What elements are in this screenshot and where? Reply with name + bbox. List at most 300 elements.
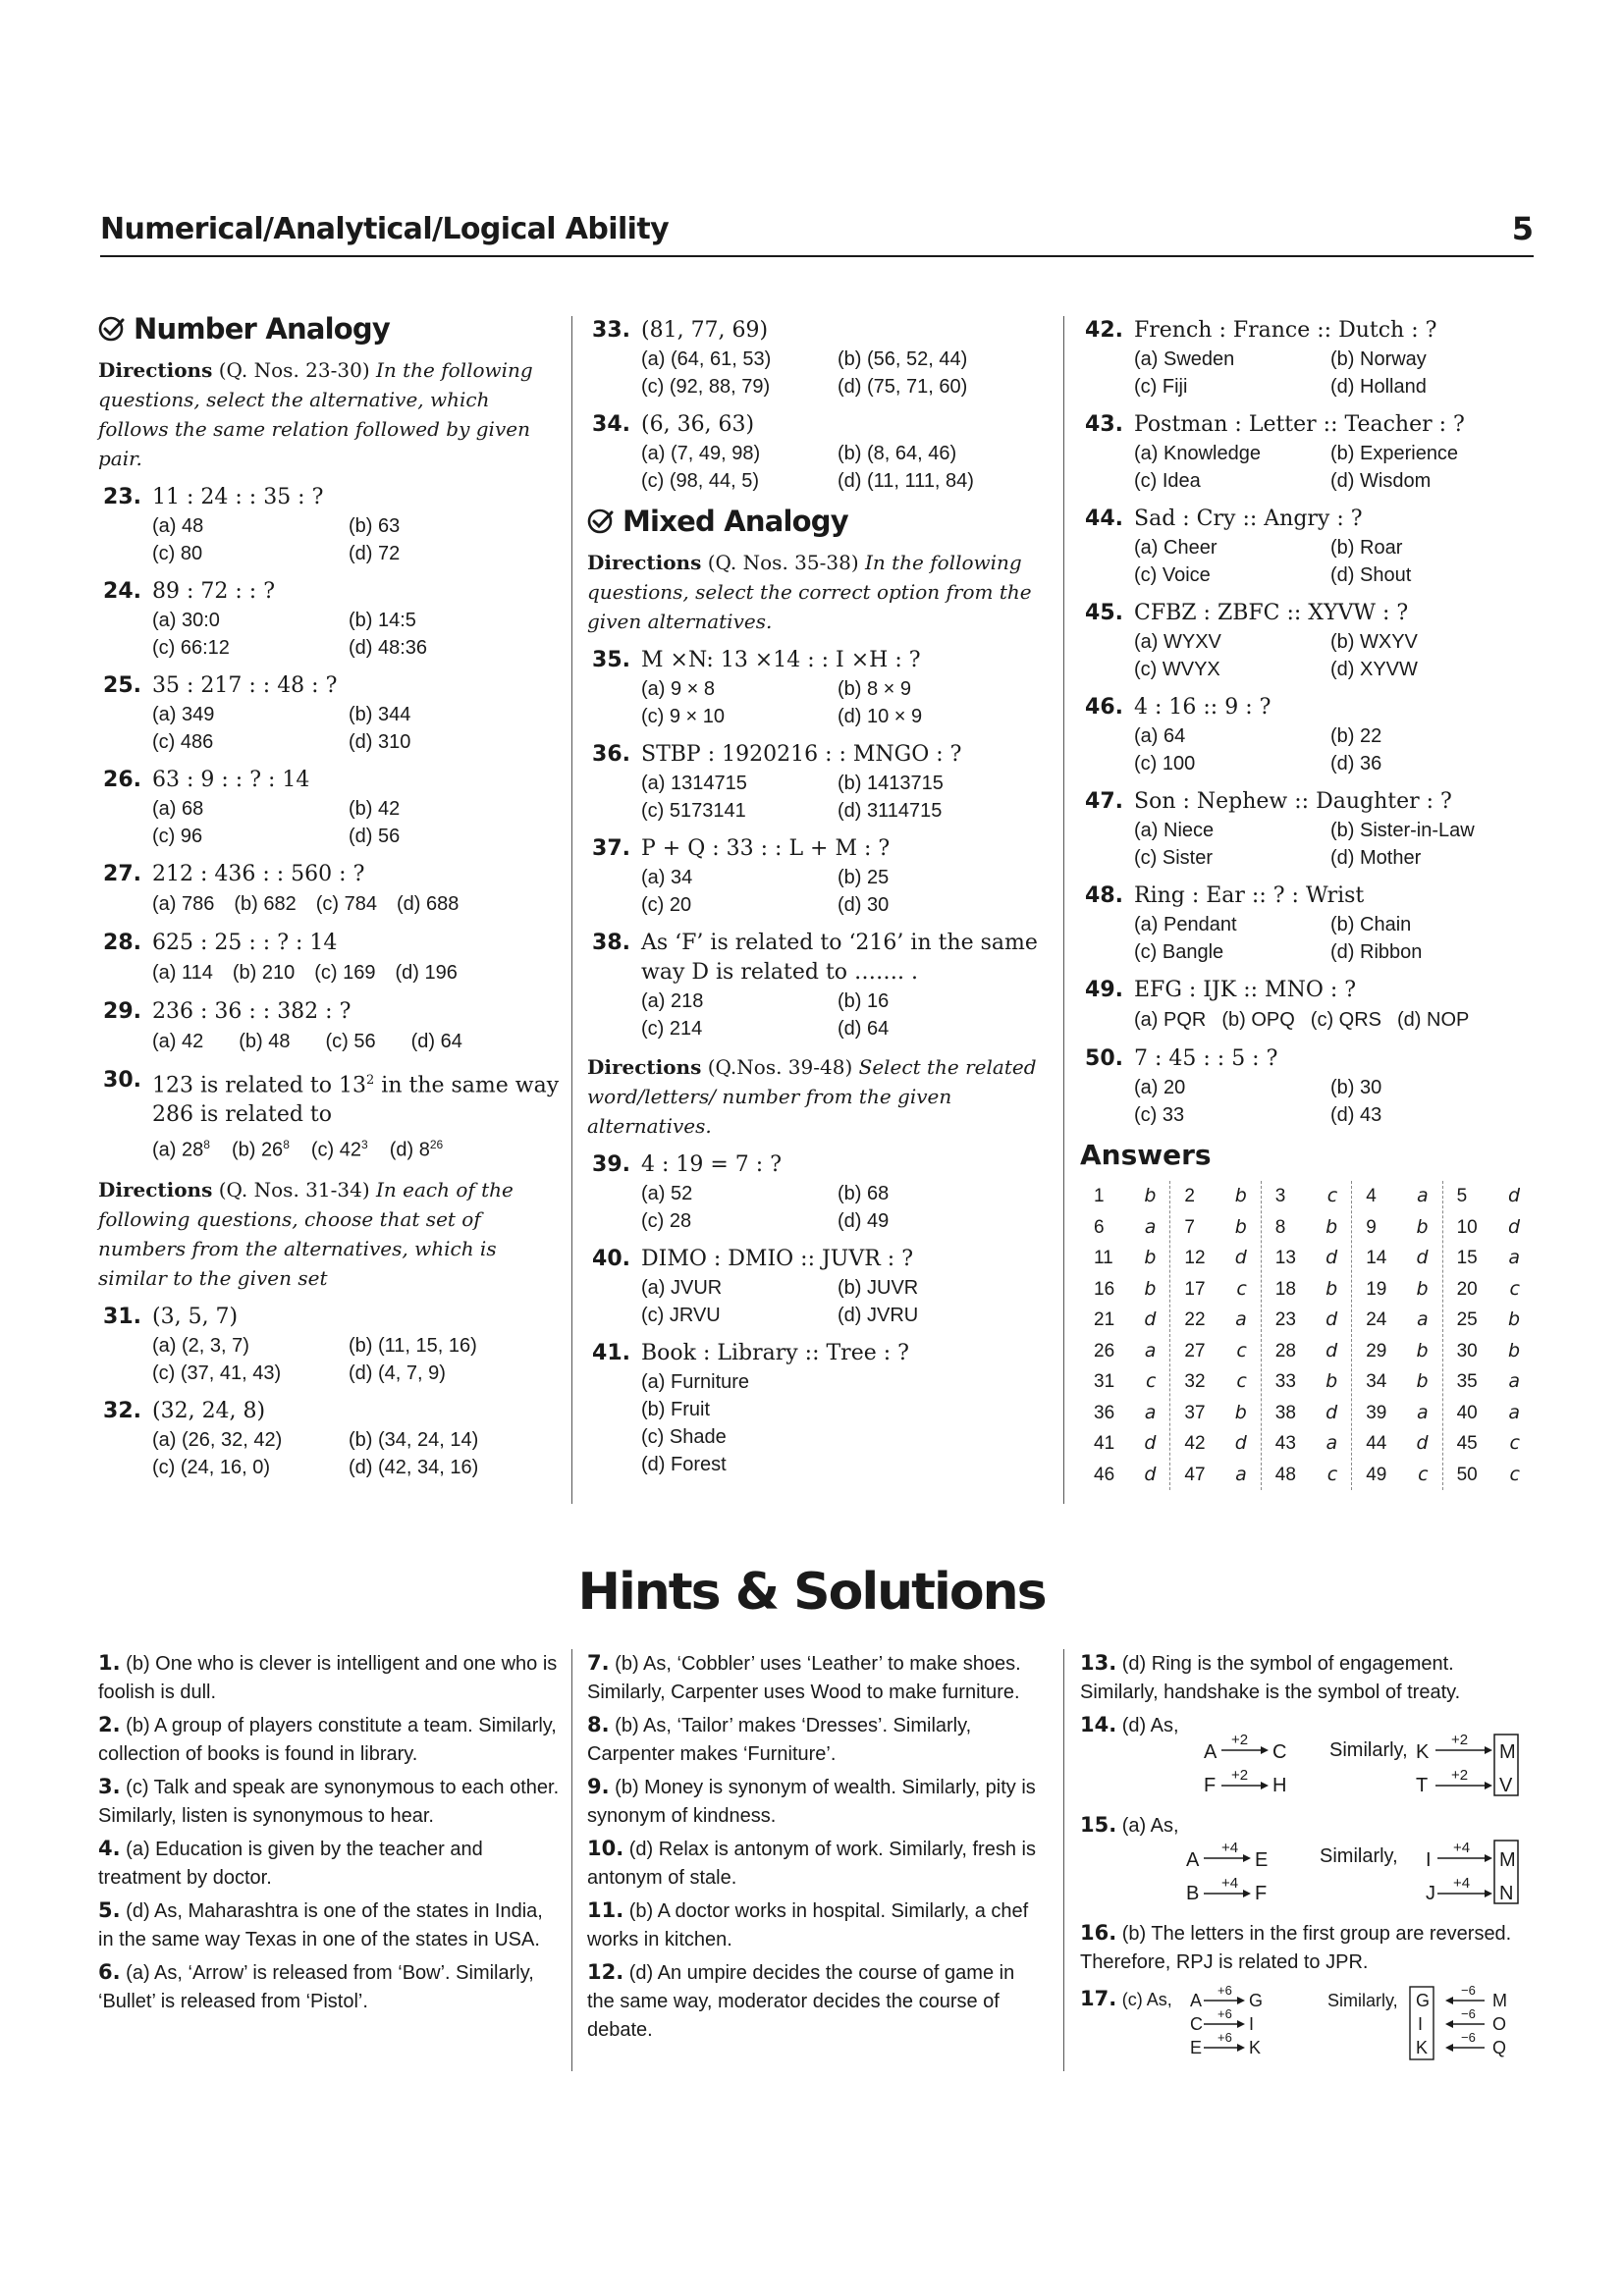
question-text: 11 : 24 : : 35 : ? [152, 485, 324, 509]
option-c: (c) (24, 16, 0) [152, 1456, 271, 1478]
answer-letter: a [1144, 1401, 1157, 1423]
question-number: 23. [103, 485, 141, 509]
diagram-letter: M [1492, 1991, 1507, 2010]
diagram-shift-label: +6 [1217, 2030, 1232, 2045]
diagram-letter: F [1255, 1883, 1268, 1904]
question-text: (81, 77, 69) [641, 318, 769, 343]
answer-letter: c [1326, 1463, 1338, 1485]
diagram-letter: E [1190, 2038, 1203, 2057]
option-b: (b) (56, 52, 44) [838, 348, 968, 370]
option-c: (c) 20 [641, 894, 692, 916]
question-34 [587, 410, 1049, 495]
question-30 [98, 1066, 560, 1165]
answer-letter: a [1508, 1370, 1520, 1392]
answer-letter: a [1325, 1432, 1338, 1454]
directions-ref: (Q.Nos. 39-48) [707, 1055, 853, 1079]
diagram-shift-label: +6 [1217, 2006, 1232, 2021]
diagram-letter: T [1416, 1775, 1429, 1796]
answer-letter: b [1234, 1401, 1247, 1423]
similarly-label: Similarly, [1329, 1739, 1408, 1761]
answer-letter: a [1416, 1401, 1429, 1423]
answer-row [1449, 1212, 1528, 1244]
answer-row [1449, 1398, 1528, 1429]
answer-number: 19 [1366, 1278, 1387, 1300]
answers-column [1352, 1181, 1442, 1490]
option-a: (a) 30:0 [152, 610, 220, 631]
hint-10: 10. (d) Relax is antonym of work. Similarly, fresh is antonym of stale. [587, 1837, 1036, 1889]
answer-letter: c [1236, 1339, 1247, 1362]
answer-row [1358, 1305, 1435, 1336]
answer-letter: c [1509, 1432, 1520, 1454]
answer-letter: d [1234, 1247, 1247, 1268]
question-49 [1080, 976, 1534, 1035]
answer-number: 46 [1094, 1464, 1115, 1485]
answer-number: 42 [1184, 1433, 1206, 1454]
option-b: (b) OPQ [1221, 1009, 1295, 1031]
option-b: (b) 63 [349, 515, 401, 537]
question-number: 33. [592, 318, 630, 343]
answer-row [1449, 1460, 1528, 1491]
answer-number: 14 [1366, 1248, 1387, 1268]
option-d: (d) 49 [838, 1210, 890, 1232]
answer-letter: b [1325, 1370, 1338, 1392]
question-37 [587, 834, 1049, 919]
option-d: (d) Forest [641, 1454, 727, 1475]
hints-title: Hints & Solutions [577, 1563, 1046, 1622]
answer-number: 28 [1274, 1340, 1296, 1362]
answer-letter: d [1507, 1215, 1520, 1238]
option-c: (c) (92, 88, 79) [641, 376, 771, 398]
option-a: (a) PQR [1134, 1009, 1207, 1031]
directions-ref: (Q. Nos. 35-38) [707, 551, 859, 574]
answers-title: Answers [1080, 1139, 1212, 1171]
directions [98, 1175, 560, 1293]
question-24 [98, 577, 560, 662]
answer-letter: d [1416, 1247, 1429, 1268]
option-a: (a) Furniture [641, 1371, 750, 1393]
option-c: (c) Bangle [1134, 941, 1224, 963]
answer-letter: d [1144, 1463, 1157, 1485]
answer-row [1358, 1460, 1435, 1491]
question-text: 123 is related to $13^2$ in the same way 286 is related to [152, 1073, 560, 1128]
question-text: DIMO : DMIO :: JUVR : ? [641, 1247, 913, 1271]
hint-3: 3. (c) Talk and speak are synonymous to each other. Similarly, listen is synonymous to hear. [98, 1775, 560, 1827]
hint-5: 5. (d) As, Maharashtra is one of the states in India, in the same way Texas in one of the states in USA. [98, 1898, 543, 1950]
diagram-letter: I [1418, 2014, 1424, 2034]
option-a: (a) Niece [1134, 820, 1215, 841]
answer-number: 29 [1366, 1340, 1387, 1362]
option-d: (d) (75, 71, 60) [838, 376, 968, 398]
option-b: (b) 210 [232, 962, 296, 984]
directions-label: Directions [587, 551, 702, 574]
option-d: (d) 48:36 [349, 637, 428, 659]
question-text: 7 : 45 : : 5 : ? [1134, 1046, 1278, 1071]
answer-letter: d [1325, 1401, 1338, 1423]
question-number: 45. [1085, 601, 1123, 625]
question-text: EFG : IJK :: MNO : ? [1134, 978, 1357, 1002]
answer-letter: b [1234, 1185, 1247, 1206]
option-d: (d) 30 [838, 894, 890, 916]
question-text: 35 : 217 : : 48 : ? [152, 673, 338, 698]
question-23 [98, 483, 560, 567]
hint-14: 14. (d) As, A +2 C Similarly, K +2 M F +2 H T +2 V [1080, 1711, 1534, 1801]
arrow-head [1485, 1782, 1492, 1789]
answer-row [1268, 1460, 1345, 1491]
section-heading-mixed-analogy [587, 505, 1049, 538]
arrow-head [1485, 1854, 1492, 1862]
answer-letter: c [1509, 1277, 1520, 1300]
hint-13: 13. (d) Ring is the symbol of engagement. Similarly, handshake is the symbol of treaty. [1080, 1651, 1461, 1703]
option-a: (a) WYXV [1134, 631, 1221, 653]
option-c: (c) 66:12 [152, 637, 230, 659]
directions [587, 548, 1049, 636]
answer-letter: c [1509, 1463, 1520, 1485]
answer-number: 41 [1094, 1433, 1115, 1454]
diagram-shift-label: +2 [1231, 1732, 1249, 1748]
answer-number: 10 [1456, 1216, 1478, 1238]
option-b: (b) Roar [1330, 537, 1403, 559]
option-a: (a) (7, 49, 98) [641, 443, 761, 464]
question-number: 35. [592, 648, 630, 672]
answer-letter: a [1508, 1247, 1520, 1268]
question-32 [98, 1397, 560, 1481]
option-b: (b) Sister-in-Law [1330, 820, 1475, 841]
answer-letter: d [1325, 1339, 1338, 1362]
question-43 [1080, 410, 1534, 495]
question-47 [1080, 787, 1534, 872]
option-a: (a) (64, 61, 53) [641, 348, 772, 370]
option-a: (a) 114 [152, 962, 213, 984]
column-divider [1063, 1649, 1064, 2071]
option-d: (d) 310 [349, 731, 411, 753]
letter-shift-diagram [1080, 1811, 1534, 1909]
question-number: 46. [1085, 695, 1123, 720]
hints-column-3 [1080, 1649, 1534, 2081]
option-a: (a) 52 [641, 1183, 693, 1204]
option-a: (a) JVUR [641, 1277, 723, 1299]
diagram-letter: I [1249, 2014, 1255, 2034]
option-c: (c) 100 [1134, 753, 1196, 774]
option-c: (c) Shade [641, 1426, 727, 1448]
answers-column [1170, 1181, 1261, 1490]
answer-letter: c [1326, 1185, 1338, 1206]
option-d: (d) 43 [1330, 1104, 1382, 1126]
similarly-label: Similarly, [1327, 1991, 1398, 2010]
diagram-shift-label: +4 [1453, 1875, 1471, 1892]
option-a: (a) 34 [641, 867, 693, 888]
question-number: 28. [103, 931, 141, 955]
arrow-head [1243, 1890, 1251, 1897]
directions-label: Directions [98, 1177, 213, 1201]
diagram-letter: F [1204, 1775, 1217, 1796]
answer-row [1176, 1305, 1254, 1336]
answer-row [1268, 1428, 1345, 1460]
answers-column [1262, 1181, 1352, 1490]
option-b: (b) 1413715 [838, 773, 944, 794]
question-number: 30. [103, 1068, 141, 1093]
question-number: 38. [592, 931, 630, 955]
option-d: (d) (4, 7, 9) [349, 1362, 446, 1384]
answer-number: 7 [1184, 1216, 1195, 1238]
answer-row [1176, 1366, 1254, 1398]
question-text: 212 : 436 : : 560 : ? [152, 862, 365, 886]
diagram-shift-label: −6 [1461, 2030, 1476, 2045]
option-a: (a) 218 [641, 990, 704, 1012]
answer-row [1176, 1460, 1254, 1491]
option-a: (a) 68 [152, 798, 204, 820]
option-a: (a) 42 [152, 1031, 204, 1052]
question-text: 89 : 72 : : ? [152, 579, 275, 604]
section-title: Mixed Analogy [622, 505, 848, 538]
question-text: Book : Library :: Tree : ? [641, 1341, 909, 1365]
answer-number: 9 [1366, 1216, 1377, 1238]
arrow-head [1243, 1854, 1251, 1862]
column-3 [1080, 316, 1534, 1514]
diagram-letter: Q [1492, 2038, 1507, 2057]
answer-row [1086, 1243, 1163, 1274]
hint-7: 7. (b) As, ‘Cobbler’ uses ‘Leather’ to make shoes. Similarly, Carpenter uses Wood to make furniture. [587, 1651, 1021, 1703]
answer-row [1449, 1366, 1528, 1398]
answer-letter: c [1418, 1463, 1429, 1485]
option-d: (d) JVRU [838, 1305, 919, 1326]
option-c: (c) 56 [325, 1031, 376, 1052]
diagram-letter: H [1272, 1775, 1287, 1796]
answer-row [1449, 1243, 1528, 1274]
question-text: M ×N: 13 ×14 : : I ×H : ? [641, 648, 921, 672]
directions-label: Directions [587, 1055, 702, 1079]
question-number: 31. [103, 1304, 141, 1329]
answer-number: 13 [1274, 1248, 1296, 1268]
diagram-letter: B [1186, 1883, 1200, 1904]
question-number: 36. [592, 742, 630, 767]
directions-text: In the following questions, select the correct option from the given alternatives. [587, 551, 1032, 633]
page-header [100, 206, 1534, 257]
answer-row [1176, 1274, 1254, 1306]
answer-number: 32 [1184, 1371, 1206, 1392]
hint-1: 1. (b) One who is clever is intelligent and one who is foolish is dull. [98, 1651, 558, 1703]
letter-shift-diagram [1080, 1711, 1534, 1801]
answer-number: 24 [1366, 1309, 1387, 1330]
answer-row [1449, 1274, 1528, 1306]
answer-number: 35 [1456, 1371, 1478, 1392]
option-b: (b) Norway [1330, 348, 1427, 370]
answer-letter: d [1325, 1247, 1338, 1268]
option-a: (a) Cheer [1134, 537, 1217, 559]
answer-row [1268, 1366, 1345, 1398]
column-divider [571, 1649, 572, 2071]
directions-ref: (Q. Nos. 31-34) [218, 1177, 370, 1201]
hint-8: 8. (b) As, ‘Tailor’ makes ‘Dresses’. Similarly, Carpenter makes ‘Furniture’. [587, 1713, 972, 1765]
answer-letter: b [1416, 1370, 1429, 1392]
option-d: (d) 36 [1330, 753, 1382, 774]
answer-row [1449, 1181, 1528, 1212]
hint-9: 9. (b) Money is synonym of wealth. Similarly, pity is synonym of kindness. [587, 1775, 1036, 1827]
diagram-shift-label: +2 [1231, 1767, 1249, 1784]
question-number: 25. [103, 673, 141, 698]
question-39 [587, 1150, 1049, 1235]
answer-number: 15 [1456, 1248, 1478, 1268]
answer-number: 33 [1274, 1371, 1296, 1392]
answer-number: 4 [1366, 1186, 1377, 1206]
answer-letter: a [1416, 1308, 1429, 1330]
hint-17: 17. (c) As, A +6 G C +6 I E +6 K Similarly, G −6 M I −6 O K −6 Q [1080, 1981, 1534, 2065]
option-c: (c) 486 [152, 731, 214, 753]
question-number: 40. [592, 1247, 630, 1271]
answer-number: 44 [1366, 1433, 1387, 1454]
answer-number: 25 [1456, 1309, 1478, 1330]
diagram-letter: K [1249, 2038, 1262, 2057]
option-b: (b) (8, 64, 46) [838, 443, 957, 464]
answer-letter: d [1144, 1308, 1157, 1330]
answer-letter: d [1507, 1185, 1520, 1206]
option-c: (c) 33 [1134, 1104, 1185, 1126]
answer-letter: b [1416, 1215, 1429, 1238]
option-a: (a) (2, 3, 7) [152, 1334, 249, 1357]
question-27 [98, 860, 560, 919]
option-b: (b) Fruit [641, 1399, 710, 1420]
answer-letter: a [1235, 1308, 1247, 1330]
option-b: (b) 30 [1330, 1077, 1382, 1098]
answer-number: 31 [1094, 1371, 1115, 1392]
answer-letter: c [1236, 1370, 1247, 1392]
answers-column [1443, 1181, 1534, 1490]
option-a: (a) Pendant [1134, 914, 1237, 935]
answer-number: 27 [1184, 1340, 1206, 1362]
option-a: (a) Sweden [1134, 348, 1235, 370]
answers-table [1080, 1181, 1534, 1490]
question-text: 236 : 36 : : 382 : ? [152, 999, 352, 1024]
option-c: (c) Voice [1134, 564, 1211, 586]
answer-row [1176, 1181, 1254, 1212]
option-d: (d) Ribbon [1330, 941, 1423, 963]
check-circle-icon [98, 315, 126, 343]
option-b: (b) 682 [234, 893, 297, 915]
question-text: French : France :: Dutch : ? [1134, 318, 1437, 343]
question-text: (6, 36, 63) [641, 412, 755, 437]
option-b: (b) Experience [1330, 443, 1459, 464]
answer-number: 12 [1184, 1248, 1206, 1268]
answer-number: 43 [1274, 1433, 1296, 1454]
letter-shift-diagram [1080, 1981, 1534, 2065]
diagram-letter: G [1416, 1991, 1431, 2010]
option-c: (c) WVYX [1134, 659, 1220, 680]
option-d: (d) Wisdom [1330, 470, 1432, 492]
diagram-shift-label: −6 [1461, 2006, 1476, 2021]
option-a: (a) 1314715 [641, 773, 747, 794]
question-text: Son : Nephew :: Daughter : ? [1134, 789, 1452, 814]
option-d: (d) 64 [838, 1018, 890, 1040]
question-36 [587, 740, 1049, 825]
diagram-shift-label: +2 [1451, 1767, 1469, 1784]
question-text: 4 : 19 = 7 : ? [641, 1152, 782, 1177]
answer-number: 49 [1366, 1464, 1387, 1485]
answer-number: 34 [1366, 1371, 1387, 1392]
diagram-letter: A [1190, 1991, 1203, 2010]
diagram-letter: G [1249, 1991, 1264, 2010]
option-a: (a) 786 [152, 893, 215, 915]
diagram-letter: M [1499, 1741, 1516, 1763]
answer-letter: c [1145, 1370, 1157, 1392]
question-text: (3, 5, 7) [152, 1304, 239, 1329]
answer-row [1268, 1243, 1345, 1274]
option-b: (b) 42 [349, 798, 401, 820]
option-d: (d) NOP [1397, 1009, 1470, 1031]
answer-number: 23 [1274, 1309, 1296, 1330]
question-46 [1080, 693, 1534, 777]
question-number: 50. [1085, 1046, 1123, 1071]
answer-number: 26 [1094, 1340, 1115, 1362]
option-d: (d) 72 [349, 543, 401, 564]
option-d: (d) 56 [349, 826, 401, 847]
answer-row [1086, 1366, 1163, 1398]
answer-row [1358, 1366, 1435, 1398]
arrow-head [1485, 1746, 1492, 1754]
answer-row [1176, 1243, 1254, 1274]
option-d: (d) (11, 111, 84) [838, 470, 974, 492]
answer-number: 5 [1456, 1186, 1468, 1206]
option-c: (c) JRVU [641, 1305, 721, 1326]
question-number: 41. [592, 1341, 630, 1365]
column-divider [1063, 316, 1064, 1504]
question-number: 43. [1085, 412, 1123, 437]
option-b: (b) (11, 15, 16) [349, 1334, 477, 1357]
arrow-head [1485, 1890, 1492, 1897]
directions-text: In the following questions, select the alternative, which follows the same relation followed by given pair. [98, 358, 533, 470]
answer-number: 50 [1456, 1464, 1478, 1485]
answer-row [1086, 1336, 1163, 1367]
question-text: 4 : 16 :: 9 : ? [1134, 695, 1271, 720]
option-c: (c) $42^3$ [310, 1138, 368, 1161]
option-d: (d) (42, 34, 16) [349, 1456, 479, 1478]
answer-number: 17 [1184, 1278, 1206, 1300]
question-number: 37. [592, 836, 630, 861]
option-a: (a) Knowledge [1134, 443, 1261, 464]
diagram-letter: K [1416, 2038, 1429, 2057]
answer-row [1176, 1398, 1254, 1429]
answer-letter: c [1236, 1277, 1247, 1300]
column-divider [571, 316, 572, 1504]
option-b: (b) 25 [838, 867, 890, 888]
question-50 [1080, 1044, 1534, 1129]
hint-16: 16. (b) The letters in the first group are reversed. Therefore, RPJ is related to JPR. [1080, 1921, 1512, 1973]
answer-number: 47 [1184, 1464, 1206, 1485]
diagram-letter: C [1190, 2014, 1203, 2034]
question-number: 32. [103, 1398, 141, 1423]
similarly-label: Similarly, [1320, 1845, 1398, 1867]
answer-letter: a [1416, 1185, 1429, 1206]
answer-number: 22 [1184, 1309, 1206, 1330]
answer-row [1358, 1428, 1435, 1460]
option-d: (d) 688 [397, 893, 460, 915]
answer-number: 16 [1094, 1278, 1115, 1300]
option-d: (d) 64 [410, 1031, 462, 1052]
option-b: (b) (34, 24, 14) [349, 1428, 479, 1451]
diagram-shift-label: +2 [1451, 1732, 1469, 1748]
option-b: (b) 8 × 9 [838, 678, 912, 700]
option-c: (c) QRS [1310, 1009, 1382, 1031]
answer-row [1268, 1181, 1345, 1212]
question-35 [587, 646, 1049, 730]
question-text: CFBZ : ZBFC :: XYVW : ? [1134, 601, 1409, 625]
option-b: (b) 68 [838, 1183, 890, 1204]
question-number: 29. [103, 999, 141, 1024]
diagram-letter: E [1255, 1849, 1269, 1871]
question-42 [1080, 316, 1534, 400]
answer-number: 37 [1184, 1402, 1206, 1423]
option-c: (c) 80 [152, 543, 203, 564]
diagram-shift-label: +6 [1217, 1983, 1232, 1998]
answer-row [1086, 1181, 1163, 1212]
